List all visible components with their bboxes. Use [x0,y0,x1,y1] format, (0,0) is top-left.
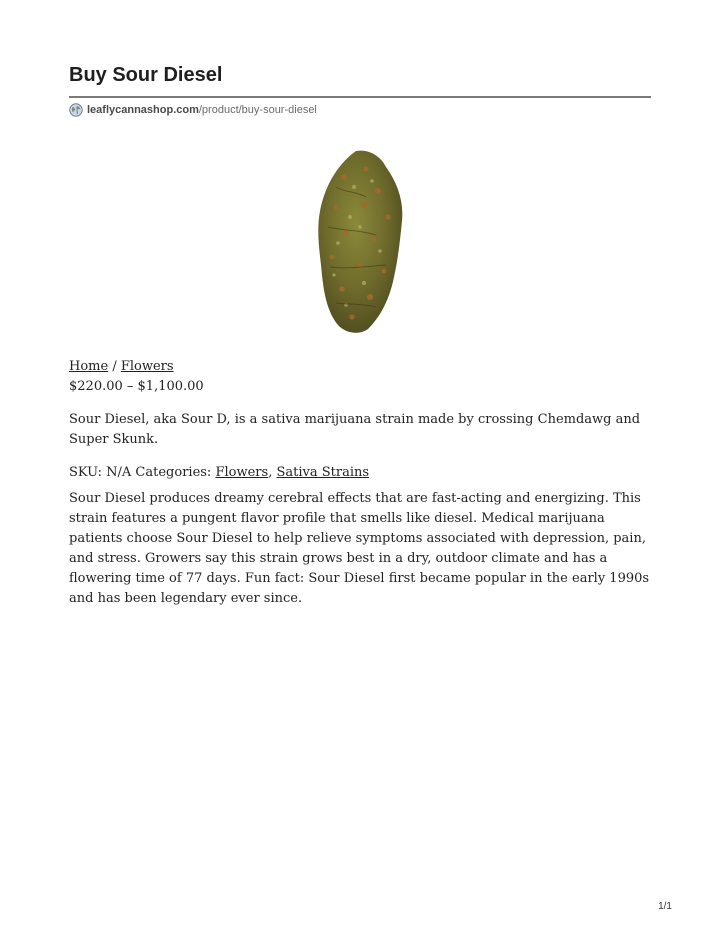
product-meta [69,463,654,483]
breadcrumb-home-link[interactable]: Home [69,359,109,374]
cannabis-bud-image [306,147,416,337]
long-description-text: Sour Diesel produces dreamy cerebral effects that are fast-acting and energizing. This strain features a pungent flavor profile that smells like diesel. Medical marijuana patients choose Sour Diesel to help relieve symptoms associated with depression, pain, and stress. Growers say this strain grows best in a dry, outdoor climate and has a flowering time of 77 days. Fun fact: Sour Diesel first became popular in the early 1990s and has been legendary ever since. [69,491,650,606]
page-title: Buy Sour Diesel [69,64,223,86]
source-domain[interactable]: leaflycannashop.com [87,104,199,116]
globe-icon [69,103,83,117]
breadcrumb-category-link[interactable]: Flowers [120,359,174,374]
source-url[interactable] [69,103,317,117]
short-description-text: Sour Diesel, aka Sour D, is a sativa marijuana strain made by crossing Chemdawg and Super Skunk. [69,412,641,447]
breadcrumb [69,357,654,377]
category-link-sativa-strains[interactable]: Sativa Strains [276,465,370,480]
sku-label: SKU: N/A Categories: [69,465,212,480]
page-number: 1/1 [658,901,672,912]
category-link-flowers[interactable]: Flowers [215,465,269,480]
price-range: $220.00 – $1,100.00 [69,379,204,394]
long-description [69,489,654,609]
category-separator: , [268,465,273,480]
title-divider [69,96,651,98]
source-path[interactable]: /product/buy-sour-diesel [198,104,317,116]
short-description [69,410,654,450]
breadcrumb-separator: / [112,359,117,374]
